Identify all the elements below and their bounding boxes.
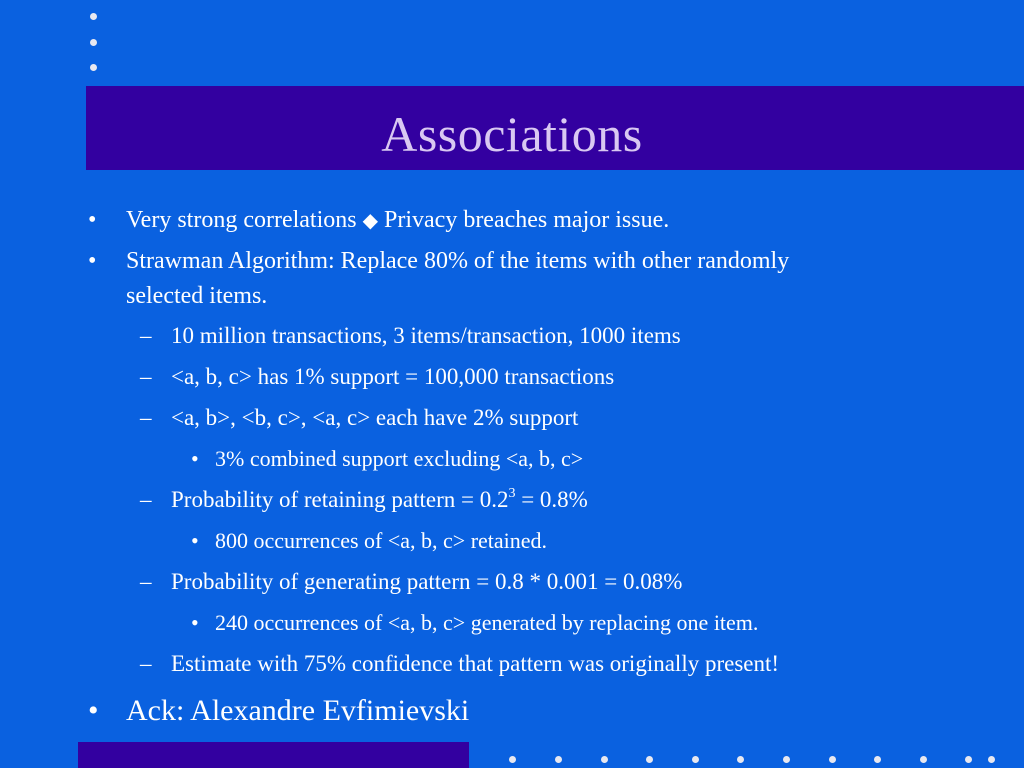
dash-marker: – — [140, 323, 152, 348]
decor-dot — [988, 756, 995, 763]
bullet-correlations-rest: Privacy breaches major issue. — [384, 207, 670, 233]
bullet-ack: Ack: Alexandre Evfimievski — [126, 694, 470, 727]
dash-marker: – — [140, 364, 152, 389]
bullet-marker: • — [88, 248, 97, 274]
decor-dot — [829, 756, 836, 763]
exponent: 3 — [508, 486, 516, 501]
bullet-marker: • — [191, 610, 199, 635]
bullet-marker: • — [88, 694, 99, 727]
bullet-correlations — [126, 205, 669, 236]
subsub-combined-support: 3% combined support excluding <a, b, c> — [215, 446, 584, 471]
decor-dot — [920, 756, 927, 763]
decor-dot — [90, 13, 97, 20]
decor-dot — [874, 756, 881, 763]
sub-estimate: Estimate with 75% confidence that pattern was originally present! — [171, 651, 780, 676]
subsub-retained: 800 occurrences of <a, b, c> retained. — [215, 528, 548, 553]
dash-marker: – — [140, 569, 152, 594]
diamond-icon: ◆ — [362, 210, 378, 232]
decor-dot — [783, 756, 790, 763]
decor-dot — [509, 756, 516, 763]
sub-support-abc: <a, b, c> has 1% support = 100,000 transactions — [171, 364, 615, 389]
bullet-marker: • — [88, 207, 97, 233]
bullet-strawman-line1: Strawman Algorithm: Replace 80% of the items with other randomly — [126, 248, 790, 274]
decor-dot — [692, 756, 699, 763]
decor-dot — [737, 756, 744, 763]
decor-dot — [555, 756, 562, 763]
bullet-strawman-line2: selected items. — [126, 283, 268, 309]
retaining-result: = 0.8% — [515, 487, 588, 512]
bullet-marker: • — [191, 446, 199, 471]
bottom-bar — [78, 742, 469, 768]
decor-dot — [646, 756, 653, 763]
bullet-marker: • — [191, 528, 199, 553]
dash-marker: – — [140, 487, 152, 512]
sub-generating-probability: Probability of generating pattern = 0.8 * 0.001 = 0.08% — [171, 569, 683, 594]
decor-dot — [965, 756, 972, 763]
decor-dot — [601, 756, 608, 763]
decor-dot — [90, 39, 97, 46]
dash-marker: – — [140, 651, 152, 676]
sub-support-pairs: <a, b>, <b, c>, <a, c> each have 2% support — [171, 405, 579, 430]
subsub-generated: 240 occurrences of <a, b, c> generated by replacing one item. — [215, 610, 759, 635]
sub-transactions: 10 million transactions, 3 items/transaction, 1000 items — [171, 323, 681, 348]
retaining-text: Probability of retaining pattern = 0.2 — [171, 487, 509, 512]
decor-dot — [90, 64, 97, 71]
sub-retaining-probability — [171, 485, 588, 515]
dash-marker: – — [140, 405, 152, 430]
bullet-correlations-text: Very strong correlations — [126, 207, 357, 233]
slide-title: Associations — [381, 106, 643, 162]
